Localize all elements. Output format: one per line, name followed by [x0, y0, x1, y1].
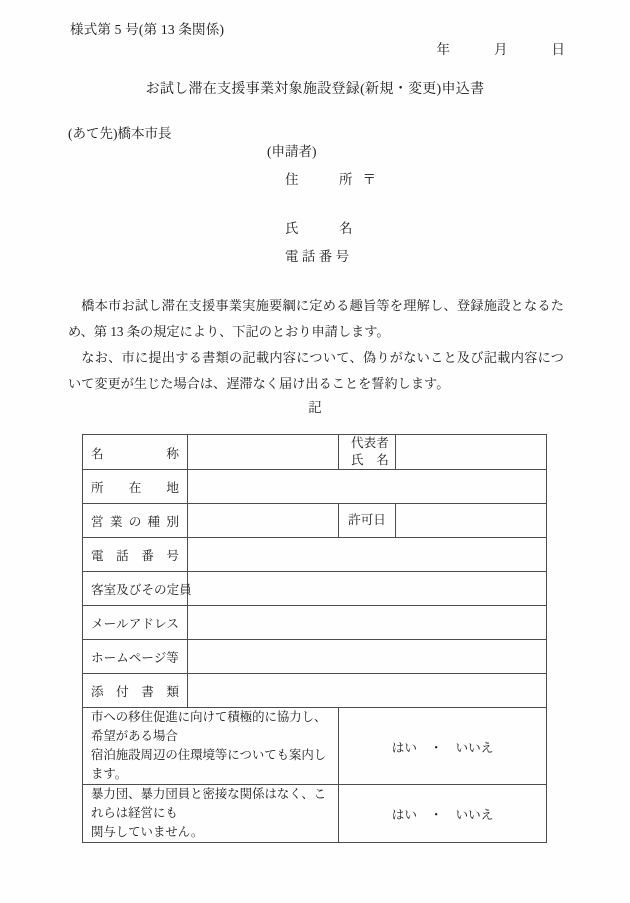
statement-2-yes[interactable]: はい	[391, 808, 417, 822]
statement-2-separator: ・	[429, 808, 443, 822]
row-label-business-type: 営業の種別	[83, 504, 188, 538]
row-label-name: 名称	[83, 435, 188, 470]
addressee: (あて先)橋本市長	[68, 126, 172, 141]
applicant-tel-row	[285, 245, 349, 265]
row-sublabel-permit-date: 許可日	[339, 504, 396, 538]
statement-1-separator: ・	[429, 740, 443, 755]
row-value-attachments[interactable]	[188, 674, 547, 708]
statement-1-line2: 宿泊施設周辺の住環境等についても案内します。	[91, 748, 327, 781]
row-label-email: メールアドレス	[83, 606, 188, 640]
date-day-label: 日	[551, 42, 565, 57]
registration-table	[82, 434, 547, 843]
date-line	[437, 38, 566, 58]
statement-2-no[interactable]: いいえ	[455, 808, 494, 822]
row-label-rooms-capacity: 客室及びその定員	[83, 572, 188, 606]
statement-text-1	[83, 708, 339, 785]
row-value-email[interactable]	[188, 606, 547, 640]
document-title: お試し滞在支援事業対象施設登録(新規・変更)申込書	[145, 82, 485, 97]
form-number: 様式第 5 号(第 13 条関係)	[70, 22, 225, 37]
table-row	[83, 674, 547, 708]
table-row	[83, 504, 547, 538]
statement-2-line1: 暴力団、暴力団員と密接な関係はなく、これらは経営にも	[91, 787, 327, 820]
row-value-representative[interactable]	[396, 435, 547, 470]
postal-mark-icon: 〒	[362, 172, 376, 187]
table-row	[83, 785, 547, 843]
row-label-attachments: 添付書類	[83, 674, 188, 708]
representative-label-line1: 代表者	[351, 436, 389, 450]
row-value-location[interactable]	[188, 470, 547, 504]
applicant-label: (申請者)	[267, 144, 317, 159]
date-month-label: 月	[494, 42, 508, 57]
applicant-name-label: 氏 名	[285, 221, 353, 236]
statement-1-line1: 市への移住促進に向けて積極的に協力し、希望がある場合	[91, 710, 327, 743]
applicant-address-label: 住 所	[285, 172, 353, 187]
statement-answer-2[interactable]	[339, 785, 547, 843]
body-paragraph-1: 橋本市お試し滞在支援事業実施要綱に定める趣旨等を理解し、登録施設となるため、第 13 条の規定により、下記のとおり申請します。	[68, 298, 564, 339]
row-value-telephone[interactable]	[188, 538, 547, 572]
table-row	[83, 470, 547, 504]
table-row	[83, 708, 547, 785]
statement-1-yes[interactable]: はい	[391, 740, 417, 755]
table-row	[83, 640, 547, 674]
row-sublabel-representative	[339, 435, 396, 470]
statement-answer-1[interactable]	[339, 708, 547, 785]
ki-marker: 記	[308, 400, 322, 415]
table-row	[83, 606, 547, 640]
row-value-name[interactable]	[188, 435, 339, 470]
date-year-label: 年	[436, 42, 450, 57]
applicant-name-row	[285, 217, 353, 237]
row-label-location: 所在地	[83, 470, 188, 504]
statement-text-2	[83, 785, 339, 843]
body-paragraph-2: なお、市に提出する書類の記載内容について、偽りがないこと及び記載内容について変更が生じた場合は、遅滞なく届け出ることを誓約します。	[68, 350, 564, 391]
row-label-website: ホームページ等	[83, 640, 188, 674]
row-label-telephone: 電話番号	[83, 538, 188, 572]
body-text	[68, 293, 564, 397]
statement-1-no[interactable]: いいえ	[455, 740, 494, 755]
table-row	[83, 538, 547, 572]
row-value-rooms-capacity[interactable]	[188, 572, 547, 606]
representative-label-line2: 氏 名	[351, 453, 389, 467]
row-value-business-type[interactable]	[188, 504, 339, 538]
table-row	[83, 435, 547, 470]
applicant-tel-label: 電 話 番 号	[285, 249, 350, 264]
statement-2-line2: 関与していません。	[91, 825, 204, 839]
row-value-permit-date[interactable]	[396, 504, 547, 538]
row-value-website[interactable]	[188, 640, 547, 674]
applicant-address-row	[285, 168, 376, 188]
table-row	[83, 572, 547, 606]
